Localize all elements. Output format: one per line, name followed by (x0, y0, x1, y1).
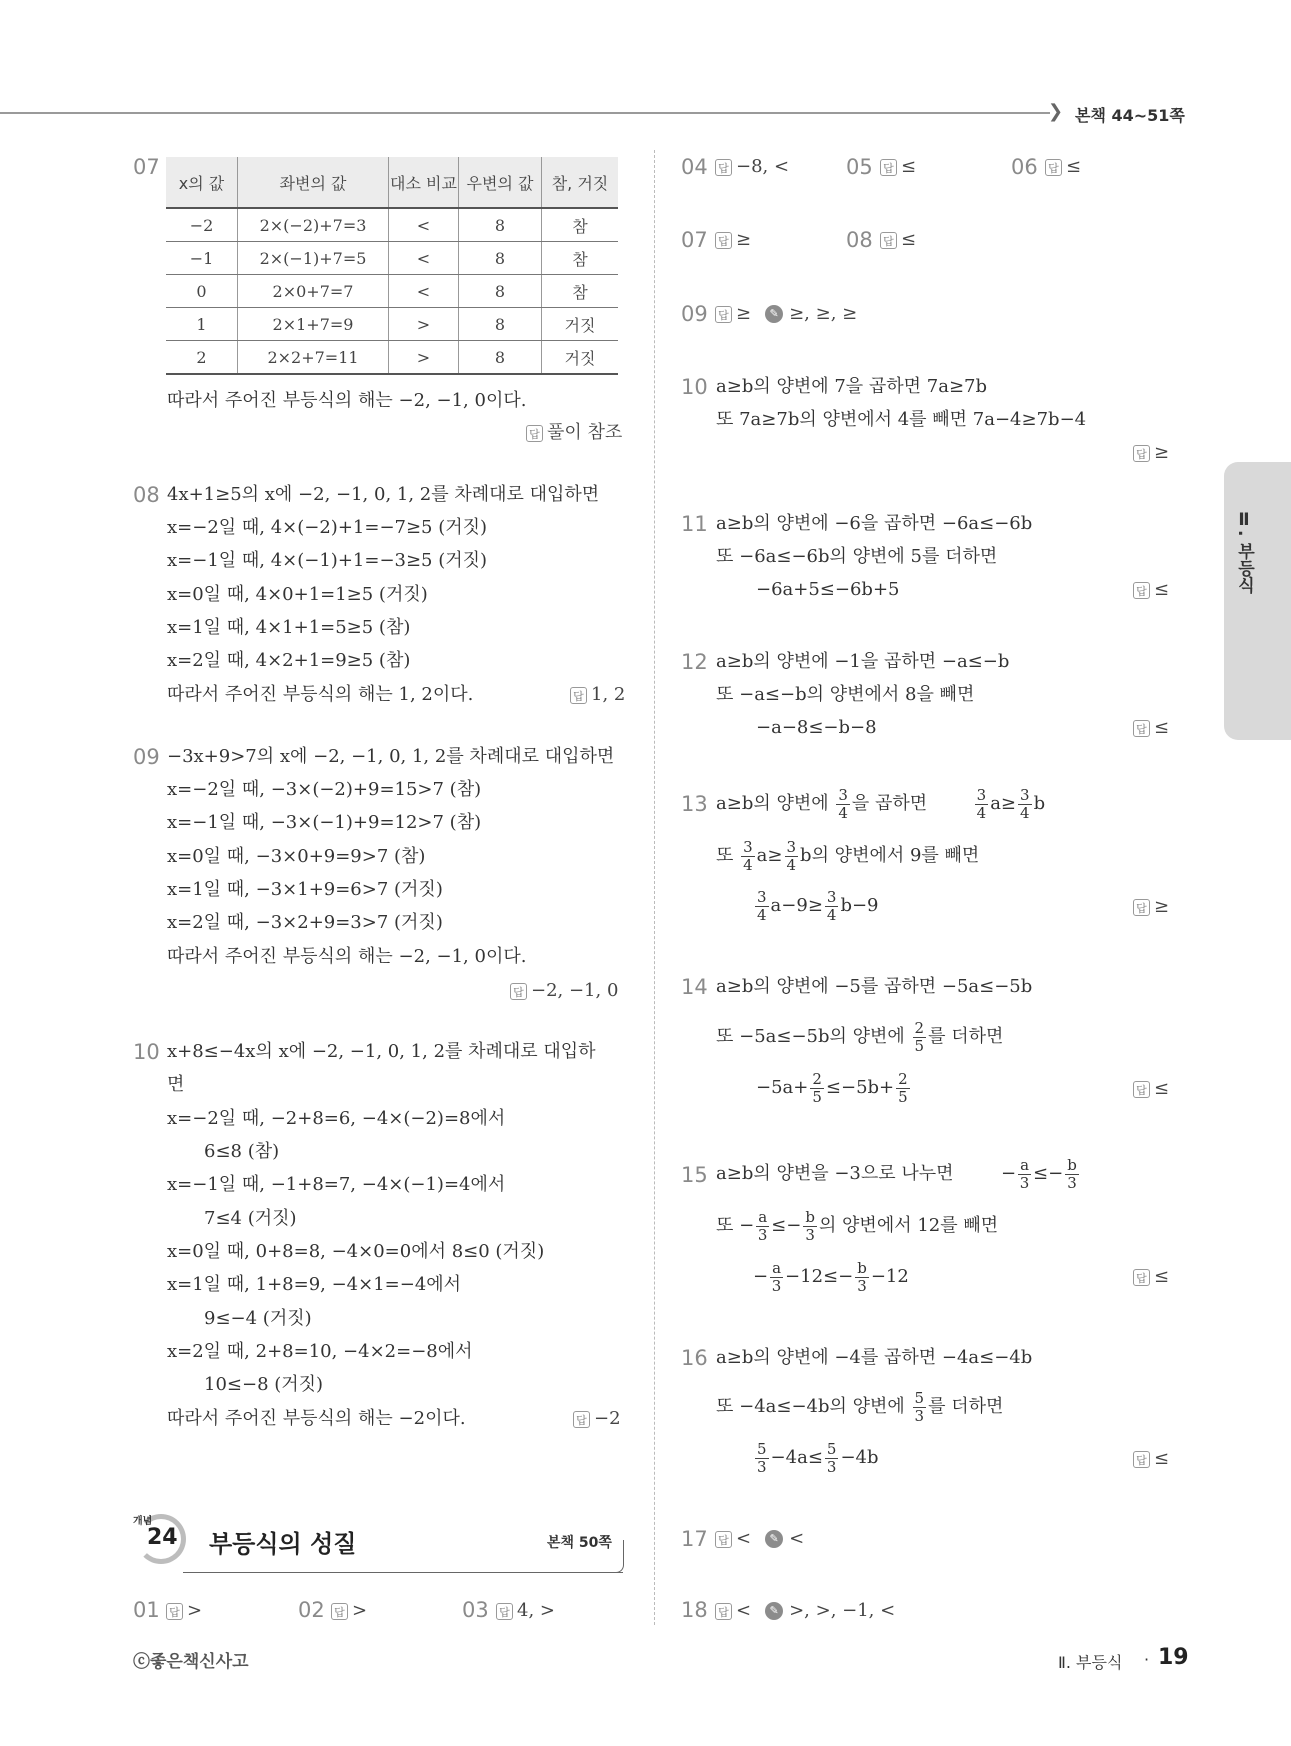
q09-line: x=2일 때, −3×2+9=3>7 (거짓) (167, 912, 443, 933)
fraction: $\frac{3}{4}$ (826, 887, 837, 924)
fraction: $\frac{5}{3}$ (757, 1439, 767, 1476)
q07-answer: 답 풀이 참조 (526, 421, 622, 445)
page-number: 19 (1158, 1645, 1189, 1670)
table-cell: > (389, 308, 459, 341)
r09-answer: 답 ≥ ✎ ≥, ≥, ≥ (715, 302, 857, 326)
r-number: 06 (1011, 155, 1038, 179)
q10-line: x=1일 때, 1+8=9, −4×1=−4에서 (167, 1274, 462, 1295)
q08-line: 4x+1≥5의 x에 −2, −1, 0, 1, 2를 차례대로 대입하면 (167, 484, 600, 505)
table-cell: −2 (166, 208, 238, 242)
short-number: 03 (462, 1598, 489, 1622)
table-cell: 참 (542, 275, 619, 308)
table-header: 좌변의 값 (238, 157, 389, 208)
q09-line: x=−1일 때, −3×(−1)+9=12>7 (참) (167, 812, 482, 833)
header-rule (0, 112, 1050, 114)
footer-section: Ⅱ. 부등식 (1058, 1653, 1123, 1672)
q09-line: x=0일 때, −3×0+9=9>7 (참) (167, 846, 426, 867)
q08-line: x=0일 때, 4×0+1=1≥5 (거짓) (167, 584, 428, 605)
q08-number: 08 (133, 483, 160, 507)
q10-answer: 답 −2 (573, 1407, 621, 1431)
column-divider (654, 150, 655, 1625)
r-answer: 답 ≤ (1045, 155, 1081, 179)
table-cell: < (389, 208, 459, 242)
r16-line: a≥b의 양변에 −4를 곱하면 −4a≤−4b (716, 1347, 1033, 1368)
fraction: $\frac{a}{3}$ (1019, 1155, 1030, 1192)
table-header: 참, 거짓 (542, 157, 619, 208)
concept-number: 24 (147, 1525, 178, 1550)
table-cell: 2×1+7=9 (238, 308, 389, 341)
side-tab-label: Ⅱ. 부등식 (1234, 510, 1254, 594)
q08-line: x=−1일 때, 4×(−1)+1=−3≥5 (거짓) (167, 550, 488, 571)
table-cell: 2 (166, 341, 238, 375)
r14-answer: 답 ≤ (1133, 1077, 1169, 1101)
r11-line: a≥b의 양변에 −6을 곱하면 −6a≤−6b (716, 513, 1033, 534)
r10-answer: 답 ≥ (1133, 441, 1169, 465)
table-cell: 8 (459, 242, 542, 275)
r-answer: 답 −8, < (715, 155, 789, 179)
q10-line: 따라서 주어진 부등식의 해는 −2이다. (167, 1408, 466, 1429)
short-answer: 답 4, > (496, 1599, 555, 1623)
answer-icon: 답 (526, 425, 543, 442)
q09-number: 09 (133, 745, 160, 769)
answer-icon: 답 (715, 159, 732, 176)
r16-answer: 답 ≤ (1133, 1447, 1169, 1471)
q10-line: 9≤−4 (거짓) (204, 1308, 312, 1329)
r11-line: −6a+5≤−6b+5 (756, 579, 900, 600)
answer-icon: 답 (570, 687, 587, 704)
fraction: $\frac{2}{5}$ (898, 1069, 908, 1106)
q10-line: 10≤−8 (거짓) (204, 1374, 324, 1395)
hint-icon: ✎ (765, 1602, 783, 1620)
fraction: $\frac{a}{3}$ (757, 1207, 768, 1244)
table-row (166, 242, 618, 275)
q09-line: −3x+9>7의 x에 −2, −1, 0, 1, 2를 차례대로 대입하면 (167, 746, 615, 767)
r13-line: 또 $\frac{3}{4}$ a≥ $\frac{3}{4}$ b의 양변에서 9를 빼면 (716, 837, 980, 874)
q10-line: 7≤4 (거짓) (204, 1208, 297, 1229)
answer-icon: 답 (1133, 445, 1150, 462)
concept-bracket (615, 1540, 624, 1573)
concept-underline (183, 1572, 623, 1573)
side-tab (1224, 462, 1291, 740)
answer-icon: 답 (1133, 1081, 1150, 1098)
table-cell: 2×(−2)+7=3 (238, 208, 389, 242)
header-arrow-icon: ❯ (1048, 101, 1064, 122)
answer-icon: 답 (1133, 720, 1150, 737)
q10-line: 6≤8 (참) (204, 1141, 280, 1162)
r16-line: $\frac{5}{3}$ −4a≤ $\frac{5}{3}$ −4b (757, 1439, 879, 1476)
r13-line: a≥b의 양변에 $\frac{3}{4}$ 을 곱하면 $\frac{3}{4}$ a≥ $\frac{3}{4}$ b (716, 785, 1046, 822)
r17-answer: 답 < ✎ < (715, 1527, 804, 1551)
fraction: $\frac{3}{4}$ (976, 785, 987, 822)
q08-line: x=−2일 때, 4×(−2)+1=−7≥5 (거짓) (167, 517, 488, 538)
r11-answer: 답 ≤ (1133, 578, 1169, 602)
r13-line: $\frac{3}{4}$ a−9≥ $\frac{3}{4}$ b−9 (757, 887, 879, 924)
table-cell: > (389, 341, 459, 375)
r18-number: 18 (681, 1598, 708, 1622)
concept-title: 부등식의 성질 (209, 1530, 357, 1558)
fraction: $\frac{5}{3}$ (914, 1388, 925, 1425)
concept-label: 개념 (133, 1516, 153, 1527)
footer-dot: · (1144, 1650, 1150, 1669)
table-cell: 거짓 (542, 308, 619, 341)
q09-line: x=1일 때, −3×1+9=6>7 (거짓) (167, 879, 443, 900)
r15-line: 또 − $\frac{a}{3}$ ≤− $\frac{b}{3}$ 의 양변에서 12를 빼면 (716, 1207, 999, 1244)
table-cell: < (389, 242, 459, 275)
answer-icon: 답 (715, 306, 732, 323)
r12-line: 또 −a≤−b의 양변에서 8을 빼면 (716, 684, 975, 705)
q09-answer: 답 −2, −1, 0 (510, 979, 618, 1003)
table-cell: 1 (166, 308, 238, 341)
hint-icon: ✎ (765, 1530, 783, 1548)
table-row (166, 208, 618, 242)
q09-line: 따라서 주어진 부등식의 해는 −2, −1, 0이다. (167, 946, 527, 967)
r13-answer: 답 ≥ (1133, 895, 1169, 919)
q08-line: x=2일 때, 4×2+1=9≥5 (참) (167, 650, 411, 671)
q10-line: x=2일 때, 2+8=10, −4×2=−8에서 (167, 1341, 473, 1362)
fraction: $\frac{2}{5}$ (812, 1069, 822, 1106)
r14-number: 14 (681, 975, 708, 999)
table-cell: 8 (459, 275, 542, 308)
table-header: 대소 비교 (389, 157, 459, 208)
answer-icon: 답 (1133, 582, 1150, 599)
table-cell: 거짓 (542, 341, 619, 375)
q08-line: x=1일 때, 4×1+1=5≥5 (참) (167, 617, 411, 638)
answer-icon: 답 (510, 983, 527, 1000)
r10-number: 10 (681, 375, 708, 399)
fraction: $\frac{3}{4}$ (1020, 785, 1030, 822)
q08-answer: 답 1, 2 (570, 683, 625, 707)
short-number: 02 (298, 1598, 325, 1622)
fraction: $\frac{b}{3}$ (805, 1207, 815, 1244)
r-answer: 답 ≤ (880, 155, 916, 179)
table-cell: −1 (166, 242, 238, 275)
r11-line: 또 −6a≤−6b의 양변에 5를 더하면 (716, 546, 998, 567)
fraction: $\frac{3}{4}$ (757, 887, 767, 924)
fraction: $\frac{b}{3}$ (1067, 1155, 1077, 1192)
r14-line: 또 −5a≤−5b의 양변에 $\frac{2}{5}$ 를 더하면 (716, 1018, 1004, 1055)
answer-icon: 답 (1133, 899, 1150, 916)
r-number: 07 (681, 228, 708, 252)
r15-line: a≥b의 양변을 −3으로 나누면 − $\frac{a}{3}$ ≤− $\frac{b}{3}$ (716, 1155, 1077, 1192)
r16-number: 16 (681, 1346, 708, 1370)
answer-icon: 답 (496, 1603, 513, 1620)
r12-number: 12 (681, 650, 708, 674)
q07-conclusion: 따라서 주어진 부등식의 해는 −2, −1, 0이다. (167, 390, 527, 411)
table-cell: 2×0+7=7 (238, 275, 389, 308)
answer-icon: 답 (715, 1603, 732, 1620)
r12-answer: 답 ≤ (1133, 716, 1169, 740)
concept-ref: 본책 50쪽 (547, 1535, 612, 1551)
q08-line: 따라서 주어진 부등식의 해는 1, 2이다. (167, 684, 474, 705)
r15-line: − $\frac{a}{3}$ −12≤− $\frac{b}{3}$ −12 (753, 1258, 909, 1295)
r12-line: a≥b의 양변에 −1을 곱하면 −a≤−b (716, 651, 1010, 672)
r12-line: −a−8≤−b−8 (756, 717, 877, 738)
fraction: $\frac{a}{3}$ (771, 1258, 782, 1295)
r15-answer: 답 ≤ (1133, 1265, 1169, 1289)
short-answer: 답 > (166, 1599, 202, 1623)
publisher-logo: ⓒ좋은책신사고 (133, 1652, 249, 1672)
table-cell: 참 (542, 242, 619, 275)
r14-line: a≥b의 양변에 −5를 곱하면 −5a≤−5b (716, 976, 1033, 997)
q07-table (166, 157, 618, 375)
fraction: $\frac{2}{5}$ (914, 1018, 925, 1055)
q10-line: 면 (167, 1074, 185, 1095)
r14-line: −5a+ $\frac{2}{5}$ ≤−5b+ $\frac{2}{5}$ (756, 1069, 908, 1106)
table-cell: 2×(−1)+7=5 (238, 242, 389, 275)
short-number: 01 (133, 1598, 160, 1622)
r15-number: 15 (681, 1163, 708, 1187)
answer-icon: 답 (715, 1531, 732, 1548)
answer-icon: 답 (1133, 1451, 1150, 1468)
table-cell: 8 (459, 308, 542, 341)
table-row (166, 341, 618, 375)
fraction: $\frac{3}{4}$ (838, 785, 848, 822)
header-ref: 본책 44~51쪽 (1075, 106, 1185, 125)
answer-icon: 답 (331, 1603, 348, 1620)
r09-number: 09 (681, 302, 708, 326)
table-header: 우변의 값 (459, 157, 542, 208)
r-number: 04 (681, 155, 708, 179)
r-answer: 답 ≤ (880, 228, 916, 252)
fraction: $\frac{3}{4}$ (743, 837, 753, 874)
q10-line: x+8≤−4x의 x에 −2, −1, 0, 1, 2를 차례대로 대입하 (167, 1041, 596, 1062)
r10-line: a≥b의 양변에 7을 곱하면 7a≥7b (716, 376, 988, 397)
table-row (166, 275, 618, 308)
q10-line: x=0일 때, 0+8=8, −4×0=0에서 8≤0 (거짓) (167, 1241, 545, 1262)
answer-icon: 답 (715, 232, 732, 249)
short-answer: 답 > (331, 1599, 367, 1623)
fraction: $\frac{b}{3}$ (857, 1258, 867, 1295)
answer-icon: 답 (573, 1411, 590, 1428)
answer-icon: 답 (880, 232, 897, 249)
r16-line: 또 −4a≤−4b의 양변에 $\frac{5}{3}$ 를 더하면 (716, 1388, 1004, 1425)
r-number: 08 (846, 228, 873, 252)
r-answer: 답 ≥ (715, 228, 751, 252)
hint-icon: ✎ (765, 305, 783, 323)
answer-icon: 답 (1133, 1269, 1150, 1286)
answer-icon: 답 (166, 1603, 183, 1620)
r11-number: 11 (681, 512, 708, 536)
answer-icon: 답 (880, 159, 897, 176)
table-cell: 0 (166, 275, 238, 308)
table-cell: < (389, 275, 459, 308)
table-cell: 2×2+7=11 (238, 341, 389, 375)
r18-answer: 답 < ✎ >, >, −1, < (715, 1599, 895, 1623)
fraction: $\frac{3}{4}$ (786, 837, 797, 874)
fraction: $\frac{5}{3}$ (826, 1439, 837, 1476)
table-cell: 8 (459, 208, 542, 242)
concept-banner (133, 1512, 627, 1574)
table-header: x의 값 (166, 157, 238, 208)
q10-line: x=−2일 때, −2+8=6, −4×(−2)=8에서 (167, 1108, 506, 1129)
r10-line: 또 7a≥7b의 양변에서 4를 빼면 7a−4≥7b−4 (716, 409, 1087, 430)
q10-number: 10 (133, 1040, 160, 1064)
q10-line: x=−1일 때, −1+8=7, −4×(−1)=4에서 (167, 1174, 506, 1195)
table-cell: 참 (542, 208, 619, 242)
q09-line: x=−2일 때, −3×(−2)+9=15>7 (참) (167, 779, 482, 800)
table-cell: 8 (459, 341, 542, 375)
table-row (166, 308, 618, 341)
r-number: 05 (846, 155, 873, 179)
q07-number: 07 (133, 155, 160, 179)
answer-icon: 답 (1045, 159, 1062, 176)
r13-number: 13 (681, 792, 708, 816)
r17-number: 17 (681, 1527, 708, 1551)
